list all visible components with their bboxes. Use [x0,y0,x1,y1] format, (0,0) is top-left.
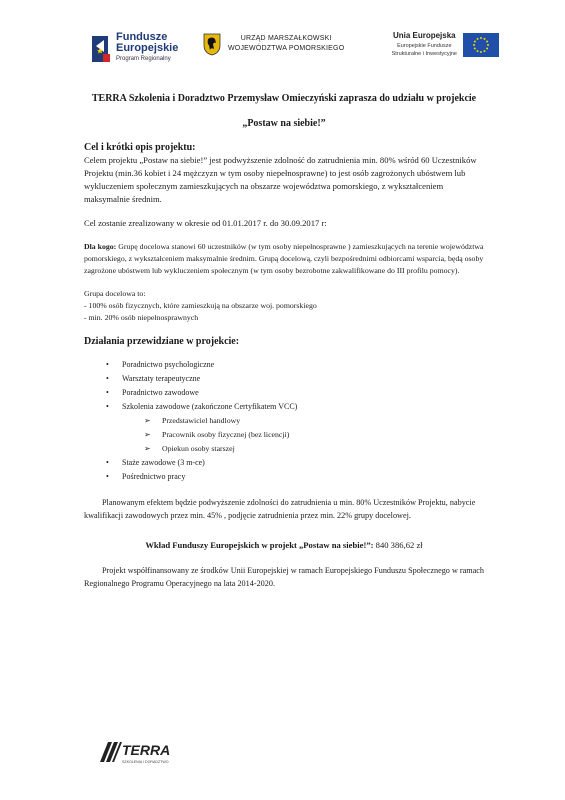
target-text: Grupę docelowa stanowi 60 uczestników (w tym osoby niepełnosprawne ) zamieszkujących na terenie województwa pomorskiego, z wykształceniem maksymalnie średnim. Grupą docelową, czyli bezpośrednimi odbiorcami wsparcia, będą osoby zagrożone ubóstwem lub wykluczeniem społecznym (w tym osoby bezrobotne zakwalifikowane do III profilu pomocy). [84,242,484,275]
ue-logo-line2: Europejskie Fundusze [397,43,452,49]
bullet-icon: • [106,360,109,369]
eu-flag-icon [463,33,499,57]
urzad-marszalkowski-logo [202,32,344,56]
funding-amount: 840 386,62 zł [375,540,423,550]
training-sub-list [122,414,484,456]
ue-logo-line1: Unia Europejska [392,31,456,40]
fe-logo-line1: Fundusze [116,31,168,43]
sub-list-item: ➢ Przedstawiciel handlowy [144,414,484,428]
arrow-icon: ➢ [144,444,151,453]
fundusze-europejskie-star-icon [90,34,112,64]
list-item: • Pośrednictwo pracy [106,470,484,484]
bullet-icon: • [106,388,109,397]
actions-heading: Działania przewidziane w projekcie: [84,336,240,347]
header-logos [90,32,499,72]
bullet-icon: • [106,402,109,411]
target-paragraph [84,241,484,277]
actions-list [84,358,484,484]
goal-text: Celem projektu „Postaw na siebie!” jest podwyższenie zdolność do zatrudnienia min. 80% wśród 60 Uczestników Projektu (min.36 kobiet i 24 mężczyzn w tym osoby niepełnosprawne) to jest osób zagrożonych ubóstwem lub wykluczeniem społecznym zamieszkujących na obszarze województwa pomorskiego, z wykształceniem maksymalnie średnim. [84,155,477,204]
bullet-icon: • [106,472,109,481]
terra-tagline: SZKOLENIA I DORADZTWO [122,760,169,764]
cofinance-paragraph: Projekt współfinansowany ze środków Unii Europejskiej w ramach Europejskiego Funduszu Społecznego w ramach Regionalnego Programu Operacyjnego na lata 2014-2020. [84,566,484,588]
terra-logo [98,738,194,766]
sub-list-item: ➢ Opiekun osoby starszej [144,442,484,456]
target-group-line1: - 100% osób fizycznych, które zamieszkują na obszarze woj. pomorskiego [84,301,317,310]
pomorskie-griffin-crest-icon [202,32,222,56]
fe-logo-line3: Program Regionalny [116,56,171,62]
intro-heading: TERRA Szkolenia i Doradztwo Przemysław Omieczyński zaprasza do udziału w projekcie [91,93,477,104]
pomorskie-logo-line2: WOJEWÓDZTWA POMORSKIEGO [228,45,345,52]
goal-heading: Cel i krótki opis projektu: [84,142,196,153]
arrow-icon: ➢ [144,416,151,425]
terra-swoosh-icon [100,742,122,762]
project-name: „Postaw na siebie!” [242,118,326,129]
fundusze-europejskie-logo [90,32,178,65]
ue-logo-line3: Strukturalne i Inwestycyjne [391,51,457,57]
target-label: Dla kogo: [84,242,117,251]
bullet-icon: • [106,374,109,383]
pomorskie-logo-line1: URZĄD MARSZAŁKOWSKI [240,35,332,42]
terra-wordmark: TERRA [122,742,171,758]
list-item: • Staże zawodowe (3 m-ce) [106,456,484,470]
target-group-line2: - min. 20% osób niepełnosprawnych [84,313,199,322]
target-group-heading: Grupa docelowa to: [84,289,146,298]
list-item: • Szkolenia zawodowe (zakończone Certyfikatem VCC) ➢ Przedstawiciel handlowy ➢ Pracownik osoby fizycznej (bez licencji) ➢ Opiekun osoby starszej [106,400,484,456]
goal-period: Cel zostanie zrealizowany w okresie od 01.01.2017 r. do 30.09.2017 r: [84,218,327,228]
document-body [84,92,484,590]
funding-line [84,540,484,550]
arrow-icon: ➢ [144,430,151,439]
list-item: • Warsztaty terapeutyczne [106,372,484,386]
list-item: • Poradnictwo psychologiczne [106,358,484,372]
bullet-icon: • [106,458,109,467]
unia-europejska-logo [392,32,499,58]
funding-label: Wkład Funduszy Europejskich w projekt „Postaw na siebie!”: [145,540,374,550]
summary-paragraph: Planowanym efektem będzie podwyższenie zdolności do zatrudnienia u min. 80% Uczestników Projektu, nabycie kwalifikacji zawodowych przez min. 45% , podjęcie zatrudnienia przez min. 22% grupy docelowej. [84,498,476,520]
sub-list-item: ➢ Pracownik osoby fizycznej (bez licencji) [144,428,484,442]
list-item: • Poradnictwo zawodowe [106,386,484,400]
fe-logo-line2: Europejskie [116,42,179,54]
